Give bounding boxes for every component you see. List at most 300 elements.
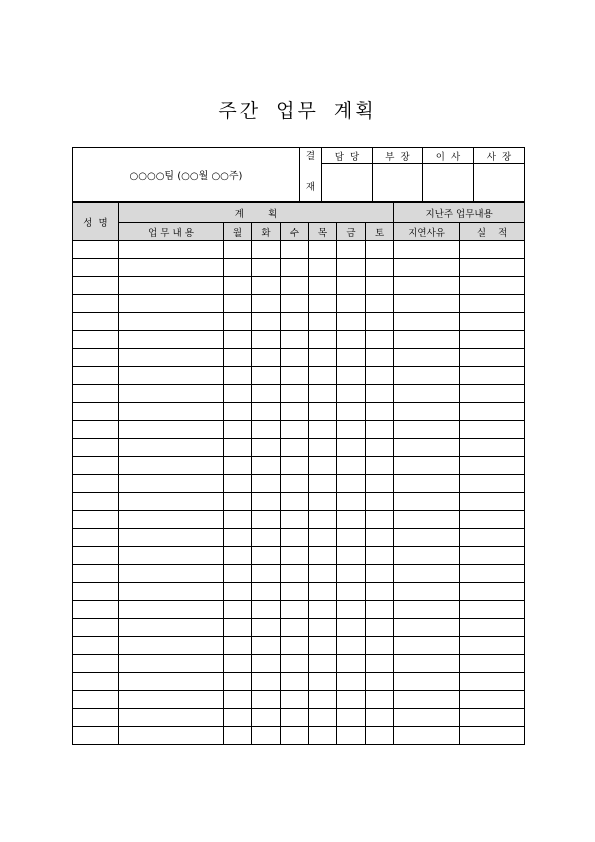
tue-cell[interactable] [252, 475, 281, 493]
fri-cell[interactable] [337, 583, 366, 601]
fri-cell[interactable] [337, 475, 366, 493]
mon-cell[interactable] [224, 421, 252, 439]
delay-reason-cell[interactable] [394, 475, 460, 493]
name-cell[interactable] [73, 493, 119, 511]
tue-cell[interactable] [252, 241, 281, 259]
task-cell[interactable] [119, 241, 224, 259]
tue-cell[interactable] [252, 637, 281, 655]
delay-reason-cell[interactable] [394, 295, 460, 313]
thu-cell[interactable] [309, 439, 337, 457]
task-cell[interactable] [119, 565, 224, 583]
header-table [72, 147, 525, 202]
thu-cell[interactable] [309, 259, 337, 277]
wed-cell[interactable] [281, 529, 309, 547]
result-cell[interactable] [460, 313, 525, 331]
day-header-thu: 목 [309, 223, 337, 241]
sign-box-president[interactable] [474, 164, 525, 202]
mon-cell[interactable] [224, 295, 252, 313]
day-header-tue: 화 [252, 223, 281, 241]
thu-cell[interactable] [309, 583, 337, 601]
task-cell[interactable] [119, 331, 224, 349]
task-cell[interactable] [119, 367, 224, 385]
result-cell[interactable] [460, 331, 525, 349]
task-cell[interactable] [119, 583, 224, 601]
thu-cell[interactable] [309, 637, 337, 655]
delay-reason-cell[interactable] [394, 691, 460, 709]
delay-reason-cell[interactable] [394, 583, 460, 601]
mon-cell[interactable] [224, 475, 252, 493]
task-cell[interactable] [119, 421, 224, 439]
task-cell[interactable] [119, 475, 224, 493]
sat-cell[interactable] [366, 313, 394, 331]
wed-cell[interactable] [281, 331, 309, 349]
name-cell[interactable] [73, 583, 119, 601]
result-cell[interactable] [460, 439, 525, 457]
result-header: 실 적 [460, 223, 525, 241]
sat-cell[interactable] [366, 547, 394, 565]
wed-cell[interactable] [281, 475, 309, 493]
name-cell[interactable] [73, 619, 119, 637]
delay-reason-cell[interactable] [394, 421, 460, 439]
sat-cell[interactable] [366, 691, 394, 709]
wed-cell[interactable] [281, 313, 309, 331]
sat-cell[interactable] [366, 655, 394, 673]
sat-cell[interactable] [366, 259, 394, 277]
name-cell[interactable] [73, 691, 119, 709]
sat-cell[interactable] [366, 295, 394, 313]
name-cell[interactable] [73, 475, 119, 493]
result-cell[interactable] [460, 241, 525, 259]
sat-cell[interactable] [366, 727, 394, 745]
sat-cell[interactable] [366, 601, 394, 619]
mon-cell[interactable] [224, 259, 252, 277]
mon-cell[interactable] [224, 637, 252, 655]
result-cell[interactable] [460, 385, 525, 403]
table-row [73, 655, 525, 673]
result-cell[interactable] [460, 619, 525, 637]
sat-cell[interactable] [366, 475, 394, 493]
name-cell[interactable] [73, 511, 119, 529]
result-cell[interactable] [460, 655, 525, 673]
wed-cell[interactable] [281, 565, 309, 583]
fri-cell[interactable] [337, 637, 366, 655]
table-row [73, 241, 525, 259]
tue-cell[interactable] [252, 583, 281, 601]
task-cell[interactable] [119, 457, 224, 475]
task-cell[interactable] [119, 511, 224, 529]
thu-cell[interactable] [309, 565, 337, 583]
approver-director: 이 사 [423, 148, 474, 164]
tue-cell[interactable] [252, 565, 281, 583]
mon-cell[interactable] [224, 565, 252, 583]
tue-cell[interactable] [252, 421, 281, 439]
tue-cell[interactable] [252, 529, 281, 547]
wed-cell[interactable] [281, 673, 309, 691]
thu-cell[interactable] [309, 421, 337, 439]
task-cell[interactable] [119, 295, 224, 313]
tue-cell[interactable] [252, 331, 281, 349]
result-cell[interactable] [460, 277, 525, 295]
delay-reason-cell[interactable] [394, 457, 460, 475]
sat-cell[interactable] [366, 565, 394, 583]
result-cell[interactable] [460, 583, 525, 601]
mon-cell[interactable] [224, 655, 252, 673]
tue-cell[interactable] [252, 547, 281, 565]
task-cell[interactable] [119, 637, 224, 655]
wed-cell[interactable] [281, 259, 309, 277]
name-cell[interactable] [73, 439, 119, 457]
delay-reason-cell[interactable] [394, 241, 460, 259]
fri-cell[interactable] [337, 727, 366, 745]
name-cell[interactable] [73, 673, 119, 691]
wed-cell[interactable] [281, 277, 309, 295]
fri-cell[interactable] [337, 421, 366, 439]
sat-cell[interactable] [366, 349, 394, 367]
name-cell[interactable] [73, 313, 119, 331]
mon-cell[interactable] [224, 457, 252, 475]
thu-cell[interactable] [309, 529, 337, 547]
sat-cell[interactable] [366, 241, 394, 259]
mon-cell[interactable] [224, 385, 252, 403]
result-cell[interactable] [460, 259, 525, 277]
sat-cell[interactable] [366, 619, 394, 637]
fri-cell[interactable] [337, 367, 366, 385]
result-cell[interactable] [460, 673, 525, 691]
thu-cell[interactable] [309, 367, 337, 385]
mon-cell[interactable] [224, 601, 252, 619]
task-cell[interactable] [119, 529, 224, 547]
result-cell[interactable] [460, 367, 525, 385]
thu-cell[interactable] [309, 619, 337, 637]
result-cell[interactable] [460, 547, 525, 565]
table-row [73, 385, 525, 403]
thu-cell[interactable] [309, 655, 337, 673]
wed-cell[interactable] [281, 421, 309, 439]
sign-box-director[interactable] [423, 164, 474, 202]
tue-cell[interactable] [252, 367, 281, 385]
task-cell[interactable] [119, 259, 224, 277]
mon-cell[interactable] [224, 367, 252, 385]
result-cell[interactable] [460, 691, 525, 709]
wed-cell[interactable] [281, 727, 309, 745]
tue-cell[interactable] [252, 727, 281, 745]
delay-reason-cell[interactable] [394, 529, 460, 547]
sat-cell[interactable] [366, 277, 394, 295]
fri-cell[interactable] [337, 403, 366, 421]
sign-box-staff[interactable] [322, 164, 373, 202]
wed-cell[interactable] [281, 619, 309, 637]
task-cell[interactable] [119, 691, 224, 709]
mon-cell[interactable] [224, 277, 252, 295]
tue-cell[interactable] [252, 313, 281, 331]
mon-cell[interactable] [224, 493, 252, 511]
result-cell[interactable] [460, 727, 525, 745]
name-cell[interactable] [73, 727, 119, 745]
name-cell[interactable] [73, 367, 119, 385]
table-row [73, 313, 525, 331]
sat-cell[interactable] [366, 457, 394, 475]
tue-cell[interactable] [252, 277, 281, 295]
delay-reason-cell[interactable] [394, 493, 460, 511]
result-cell[interactable] [460, 349, 525, 367]
sat-cell[interactable] [366, 421, 394, 439]
fri-cell[interactable] [337, 313, 366, 331]
mon-cell[interactable] [224, 349, 252, 367]
fri-cell[interactable] [337, 601, 366, 619]
name-cell[interactable] [73, 709, 119, 727]
task-cell[interactable] [119, 313, 224, 331]
wed-cell[interactable] [281, 655, 309, 673]
task-cell[interactable] [119, 349, 224, 367]
thu-cell[interactable] [309, 493, 337, 511]
mon-cell[interactable] [224, 403, 252, 421]
name-cell[interactable] [73, 637, 119, 655]
tue-cell[interactable] [252, 709, 281, 727]
thu-cell[interactable] [309, 475, 337, 493]
result-cell[interactable] [460, 637, 525, 655]
tue-cell[interactable] [252, 673, 281, 691]
result-cell[interactable] [460, 709, 525, 727]
wed-cell[interactable] [281, 403, 309, 421]
table-row [73, 637, 525, 655]
task-cell[interactable] [119, 385, 224, 403]
tue-cell[interactable] [252, 349, 281, 367]
delay-reason-cell[interactable] [394, 727, 460, 745]
delay-reason-cell[interactable] [394, 349, 460, 367]
task-cell[interactable] [119, 277, 224, 295]
fri-cell[interactable] [337, 259, 366, 277]
thu-cell[interactable] [309, 673, 337, 691]
task-cell[interactable] [119, 439, 224, 457]
delay-reason-cell[interactable] [394, 511, 460, 529]
mon-cell[interactable] [224, 619, 252, 637]
delay-reason-cell[interactable] [394, 601, 460, 619]
wed-cell[interactable] [281, 349, 309, 367]
result-cell[interactable] [460, 601, 525, 619]
fri-cell[interactable] [337, 457, 366, 475]
fri-cell[interactable] [337, 691, 366, 709]
sat-cell[interactable] [366, 529, 394, 547]
wed-cell[interactable] [281, 637, 309, 655]
page-title: 주간 업무 계획 [218, 100, 377, 122]
mon-cell[interactable] [224, 241, 252, 259]
name-cell[interactable] [73, 421, 119, 439]
result-cell[interactable] [460, 475, 525, 493]
fri-cell[interactable] [337, 655, 366, 673]
tue-cell[interactable] [252, 655, 281, 673]
name-cell[interactable] [73, 277, 119, 295]
wed-cell[interactable] [281, 691, 309, 709]
tue-cell[interactable] [252, 403, 281, 421]
tue-cell[interactable] [252, 439, 281, 457]
wed-cell[interactable] [281, 367, 309, 385]
delay-reason-cell[interactable] [394, 385, 460, 403]
name-cell[interactable] [73, 457, 119, 475]
approval-label-bottom: 재 [305, 181, 316, 193]
table-row [73, 511, 525, 529]
task-cell[interactable] [119, 727, 224, 745]
delay-reason-cell[interactable] [394, 277, 460, 295]
thu-cell[interactable] [309, 277, 337, 295]
sat-cell[interactable] [366, 403, 394, 421]
fri-cell[interactable] [337, 547, 366, 565]
task-cell[interactable] [119, 493, 224, 511]
task-cell[interactable] [119, 619, 224, 637]
wed-cell[interactable] [281, 709, 309, 727]
result-cell[interactable] [460, 493, 525, 511]
task-cell[interactable] [119, 547, 224, 565]
fri-cell[interactable] [337, 511, 366, 529]
mon-cell[interactable] [224, 583, 252, 601]
thu-cell[interactable] [309, 457, 337, 475]
fri-cell[interactable] [337, 295, 366, 313]
wed-cell[interactable] [281, 511, 309, 529]
thu-cell[interactable] [309, 601, 337, 619]
delay-reason-cell[interactable] [394, 655, 460, 673]
thu-cell[interactable] [309, 691, 337, 709]
fri-cell[interactable] [337, 493, 366, 511]
name-cell[interactable] [73, 295, 119, 313]
thu-cell[interactable] [309, 313, 337, 331]
mon-cell[interactable] [224, 511, 252, 529]
name-cell[interactable] [73, 259, 119, 277]
delay-reason-cell[interactable] [394, 439, 460, 457]
wed-cell[interactable] [281, 295, 309, 313]
wed-cell[interactable] [281, 241, 309, 259]
name-cell[interactable] [73, 565, 119, 583]
delay-reason-cell[interactable] [394, 565, 460, 583]
name-cell[interactable] [73, 331, 119, 349]
mon-cell[interactable] [224, 529, 252, 547]
sign-box-manager[interactable] [373, 164, 423, 202]
name-cell[interactable] [73, 349, 119, 367]
tue-cell[interactable] [252, 619, 281, 637]
name-cell[interactable] [73, 601, 119, 619]
sat-cell[interactable] [366, 637, 394, 655]
sat-cell[interactable] [366, 673, 394, 691]
mon-cell[interactable] [224, 691, 252, 709]
fri-cell[interactable] [337, 619, 366, 637]
wed-cell[interactable] [281, 601, 309, 619]
sat-cell[interactable] [366, 367, 394, 385]
result-cell[interactable] [460, 295, 525, 313]
task-cell[interactable] [119, 403, 224, 421]
delay-reason-cell[interactable] [394, 547, 460, 565]
wed-cell[interactable] [281, 547, 309, 565]
task-header: 업 무 내 용 [119, 223, 224, 241]
tue-cell[interactable] [252, 691, 281, 709]
thu-cell[interactable] [309, 403, 337, 421]
sat-cell[interactable] [366, 331, 394, 349]
task-cell[interactable] [119, 709, 224, 727]
name-cell[interactable] [73, 529, 119, 547]
delay-reason-cell[interactable] [394, 709, 460, 727]
mon-cell[interactable] [224, 331, 252, 349]
tue-cell[interactable] [252, 457, 281, 475]
name-cell[interactable] [73, 403, 119, 421]
sat-cell[interactable] [366, 385, 394, 403]
result-cell[interactable] [460, 457, 525, 475]
sat-cell[interactable] [366, 583, 394, 601]
tue-cell[interactable] [252, 385, 281, 403]
day-header-wed: 수 [281, 223, 309, 241]
name-cell[interactable] [73, 385, 119, 403]
tue-cell[interactable] [252, 601, 281, 619]
result-cell[interactable] [460, 421, 525, 439]
result-cell[interactable] [460, 403, 525, 421]
fri-cell[interactable] [337, 349, 366, 367]
fri-cell[interactable] [337, 277, 366, 295]
task-cell[interactable] [119, 673, 224, 691]
sat-cell[interactable] [366, 511, 394, 529]
mon-cell[interactable] [224, 313, 252, 331]
sat-cell[interactable] [366, 439, 394, 457]
delay-reason-cell[interactable] [394, 367, 460, 385]
sat-cell[interactable] [366, 709, 394, 727]
delay-reason-cell[interactable] [394, 313, 460, 331]
fri-cell[interactable] [337, 565, 366, 583]
name-cell[interactable] [73, 241, 119, 259]
fri-cell[interactable] [337, 439, 366, 457]
fri-cell[interactable] [337, 673, 366, 691]
fri-cell[interactable] [337, 241, 366, 259]
mon-cell[interactable] [224, 439, 252, 457]
tue-cell[interactable] [252, 493, 281, 511]
thu-cell[interactable] [309, 709, 337, 727]
tue-cell[interactable] [252, 511, 281, 529]
result-cell[interactable] [460, 565, 525, 583]
thu-cell[interactable] [309, 241, 337, 259]
thu-cell[interactable] [309, 727, 337, 745]
tue-cell[interactable] [252, 259, 281, 277]
wed-cell[interactable] [281, 583, 309, 601]
name-cell[interactable] [73, 655, 119, 673]
result-cell[interactable] [460, 511, 525, 529]
wed-cell[interactable] [281, 439, 309, 457]
delay-reason-cell[interactable] [394, 403, 460, 421]
name-cell[interactable] [73, 547, 119, 565]
fri-cell[interactable] [337, 529, 366, 547]
task-cell[interactable] [119, 655, 224, 673]
wed-cell[interactable] [281, 457, 309, 475]
fri-cell[interactable] [337, 331, 366, 349]
result-cell[interactable] [460, 529, 525, 547]
fri-cell[interactable] [337, 385, 366, 403]
delay-reason-cell[interactable] [394, 259, 460, 277]
wed-cell[interactable] [281, 493, 309, 511]
thu-cell[interactable] [309, 385, 337, 403]
fri-cell[interactable] [337, 709, 366, 727]
thu-cell[interactable] [309, 295, 337, 313]
mon-cell[interactable] [224, 547, 252, 565]
mon-cell[interactable] [224, 673, 252, 691]
thu-cell[interactable] [309, 547, 337, 565]
thu-cell[interactable] [309, 349, 337, 367]
thu-cell[interactable] [309, 331, 337, 349]
day-header-mon: 월 [224, 223, 252, 241]
delay-reason-cell[interactable] [394, 331, 460, 349]
task-cell[interactable] [119, 601, 224, 619]
mon-cell[interactable] [224, 709, 252, 727]
tue-cell[interactable] [252, 295, 281, 313]
delay-reason-cell[interactable] [394, 637, 460, 655]
delay-reason-cell[interactable] [394, 673, 460, 691]
wed-cell[interactable] [281, 385, 309, 403]
delay-reason-cell[interactable] [394, 619, 460, 637]
sat-cell[interactable] [366, 493, 394, 511]
mon-cell[interactable] [224, 727, 252, 745]
thu-cell[interactable] [309, 511, 337, 529]
